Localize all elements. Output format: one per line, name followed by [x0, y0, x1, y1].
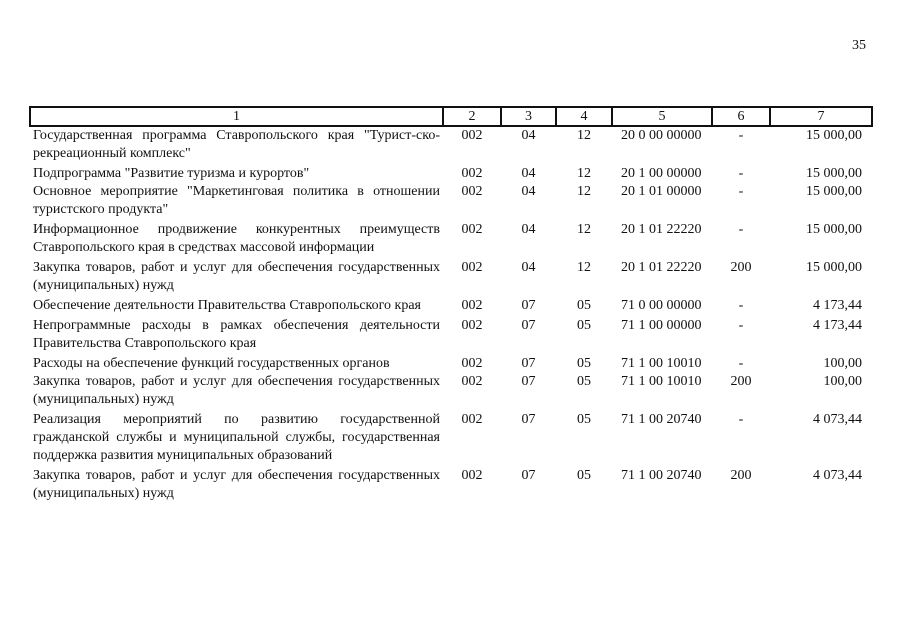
row-section-code: 07 [521, 412, 536, 427]
row-subsection-code: 05 [577, 298, 591, 313]
row-section-code: 04 [521, 222, 536, 237]
table-header-row [30, 107, 872, 126]
row-section-code: 04 [521, 184, 536, 199]
row-ministry-code: 002 [461, 374, 483, 389]
row-subsection-code: 05 [577, 374, 591, 389]
row-expense-type: - [738, 184, 744, 199]
row-target-article: 20 1 01 22220 [621, 260, 702, 275]
header-cell: 2 [443, 107, 501, 126]
budget-table [29, 106, 873, 503]
row-section-code: 07 [521, 298, 536, 313]
row-amount: 4 173,44 [813, 318, 862, 333]
row-section-code: 07 [521, 356, 536, 371]
row-expense-type: 200 [730, 374, 752, 389]
row-section-code: 04 [521, 166, 536, 181]
row-section-code: 07 [521, 318, 536, 333]
row-amount: 15 000,00 [806, 222, 862, 237]
table-row [30, 373, 872, 409]
table-row [30, 295, 872, 315]
row-ministry-code: 002 [461, 260, 483, 275]
table-row [30, 257, 872, 295]
table-row [30, 315, 872, 353]
row-target-article: 71 1 00 20740 [621, 468, 702, 483]
row-expense-type: - [738, 318, 744, 333]
row-name: Информационное продвижение конкурентных преимуществ Ставропольского края в средствах массовой информации [33, 222, 440, 255]
header-cell: 6 [712, 107, 770, 126]
row-name: Закупка товаров, работ и услуг для обеспечения государственных (муниципальных) нужд [33, 468, 440, 501]
row-amount: 4 073,44 [813, 412, 862, 427]
row-target-article: 71 1 00 20740 [621, 412, 702, 427]
row-name: Закупка товаров, работ и услуг для обеспечения государственных (муниципальных) нужд [33, 374, 440, 407]
row-expense-type: 200 [730, 260, 752, 275]
row-expense-type: 200 [730, 468, 752, 483]
row-subsection-code: 05 [577, 356, 591, 371]
row-ministry-code: 002 [461, 318, 483, 333]
row-amount: 4 173,44 [813, 298, 862, 313]
table-row [30, 183, 872, 219]
table-row [30, 409, 872, 465]
row-amount: 15 000,00 [806, 128, 862, 143]
table-row [30, 163, 872, 183]
row-expense-type: - [738, 128, 744, 143]
row-section-code: 04 [521, 260, 536, 275]
row-name: Закупка товаров, работ и услуг для обеспечения государственных (муниципальных) нужд [33, 260, 440, 293]
page-number: 35 [852, 38, 866, 53]
row-ministry-code: 002 [461, 128, 483, 143]
row-subsection-code: 12 [577, 184, 591, 199]
row-name: Государственная программа Ставропольского края "Турист-ско-рекреационный комплекс" [33, 128, 440, 161]
row-name: Непрограммные расходы в рамках обеспечения деятельности Правительства Ставропольского края [33, 318, 440, 351]
row-name: Подпрограмма "Развитие туризма и курортов" [33, 166, 310, 181]
row-expense-type: - [738, 166, 744, 181]
row-subsection-code: 12 [577, 260, 591, 275]
row-amount: 15 000,00 [806, 166, 862, 181]
row-target-article: 20 1 00 00000 [621, 166, 702, 181]
row-ministry-code: 002 [461, 222, 483, 237]
table-row [30, 219, 872, 257]
row-target-article: 20 1 01 00000 [621, 184, 702, 199]
row-ministry-code: 002 [461, 166, 483, 181]
row-subsection-code: 12 [577, 222, 591, 237]
row-target-article: 71 1 00 00000 [621, 318, 702, 333]
row-ministry-code: 002 [461, 184, 483, 199]
row-amount: 100,00 [823, 374, 862, 389]
row-target-article: 71 1 00 10010 [621, 356, 702, 371]
row-expense-type: - [738, 222, 744, 237]
row-ministry-code: 002 [461, 298, 483, 313]
row-amount: 4 073,44 [813, 468, 862, 483]
row-ministry-code: 002 [461, 468, 483, 483]
row-section-code: 07 [521, 468, 536, 483]
row-subsection-code: 05 [577, 468, 591, 483]
row-name: Расходы на обеспечение функций государственных органов [33, 356, 390, 371]
row-subsection-code: 12 [577, 166, 591, 181]
table-row [30, 126, 872, 163]
row-subsection-code: 12 [577, 128, 591, 143]
header-cell: 3 [501, 107, 556, 126]
row-expense-type: - [738, 412, 744, 427]
row-expense-type: - [738, 298, 744, 313]
header-cell: 4 [556, 107, 612, 126]
row-amount: 100,00 [823, 356, 862, 371]
row-section-code: 04 [521, 128, 536, 143]
header-cell: 1 [30, 107, 443, 126]
row-name: Основное мероприятие "Маркетинговая политика в отношении туристского продукта" [33, 184, 440, 217]
header-cell: 7 [770, 107, 872, 126]
row-subsection-code: 05 [577, 318, 591, 333]
row-ministry-code: 002 [461, 356, 483, 371]
row-ministry-code: 002 [461, 412, 483, 427]
row-amount: 15 000,00 [806, 260, 862, 275]
row-amount: 15 000,00 [806, 184, 862, 199]
row-section-code: 07 [521, 374, 536, 389]
row-subsection-code: 05 [577, 412, 591, 427]
table-row [30, 353, 872, 373]
row-target-article: 71 1 00 10010 [621, 374, 702, 389]
row-target-article: 20 0 00 00000 [621, 128, 702, 143]
header-cell: 5 [612, 107, 712, 126]
row-target-article: 20 1 01 22220 [621, 222, 702, 237]
table-row [30, 465, 872, 503]
row-name: Реализация мероприятий по развитию государственной гражданской службы и муниципальной службы, государственная поддержка развития муниципальных образований [33, 412, 440, 463]
row-expense-type: - [738, 356, 744, 371]
row-name: Обеспечение деятельности Правительства Ставропольского края [33, 298, 421, 313]
row-target-article: 71 0 00 00000 [621, 298, 702, 313]
